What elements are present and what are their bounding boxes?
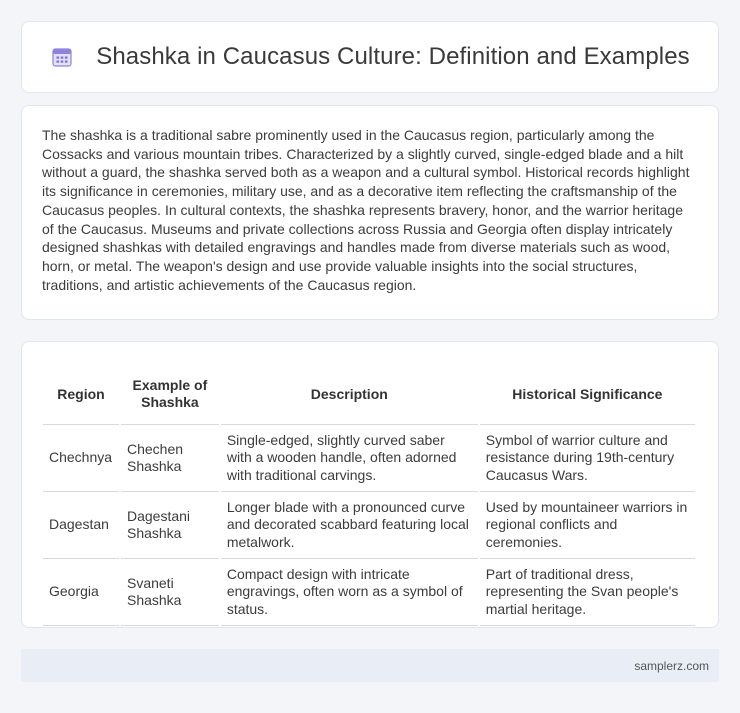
table-header-row [43,364,695,425]
column-header-description: Description [221,364,478,425]
cell-description: Single-edged, slightly curved saber with a wooden handle, often adorned with traditional carvings. [221,425,478,492]
table-row [43,559,695,626]
column-header-example: Example of Shashka [121,364,219,425]
cell-region: Georgia [43,559,119,626]
cell-region: Dagestan [43,492,119,559]
calendar-icon [50,45,74,69]
cell-example: Chechen Shashka [121,425,219,492]
cell-region: Chechnya [43,425,119,492]
column-header-region: Region [43,364,119,425]
intro-paragraph: The shashka is a traditional sabre prominently used in the Caucasus region, particularly among the Cossacks and various mountain tribes. Characterized by a slightly curved, single-edged blade and a hilt without a guard, the shashka served both as a weapon and a cultural symbol. Historical records highlight its significance in ceremonies, military use, and as a decorative item reflecting the craftsmanship of the Caucasus peoples. In cultural contexts, the shashka represents bravery, honor, and the warrior heritage of the Caucasus. Museums and private collections across Russia and Georgia often display intricately designed shashkas with detailed engravings and handles made from diverse materials such as wood, horn, or metal. The weapon's design and use provide valuable insights into the social structures, traditions, and artistic achievements of the Caucasus region. [42,127,690,293]
cell-significance: Used by mountaineer warriors in regional conflicts and ceremonies. [480,492,695,559]
footer-site-link[interactable]: samplerz.com [634,658,709,673]
header-card [21,21,719,93]
cell-significance: Part of traditional dress, representing the Svan people's martial heritage. [480,559,695,626]
column-header-significance: Historical Significance [480,364,695,425]
cell-example: Dagestani Shashka [121,492,219,559]
page-title: Shashka in Caucasus Culture: Definition and Examples [96,43,690,70]
cell-description: Compact design with intricate engravings, often worn as a symbol of status. [221,559,478,626]
table-row [43,492,695,559]
cell-significance: Symbol of warrior culture and resistance during 19th-century Caucasus Wars. [480,425,695,492]
shashka-table [41,364,697,626]
cell-description: Longer blade with a pronounced curve and decorated scabbard featuring local metalwork. [221,492,478,559]
header-inner [50,43,690,71]
footer-bar [21,649,719,682]
table-row [43,425,695,492]
table-card [21,341,719,628]
cell-example: Svaneti Shashka [121,559,219,626]
intro-card [21,105,719,320]
